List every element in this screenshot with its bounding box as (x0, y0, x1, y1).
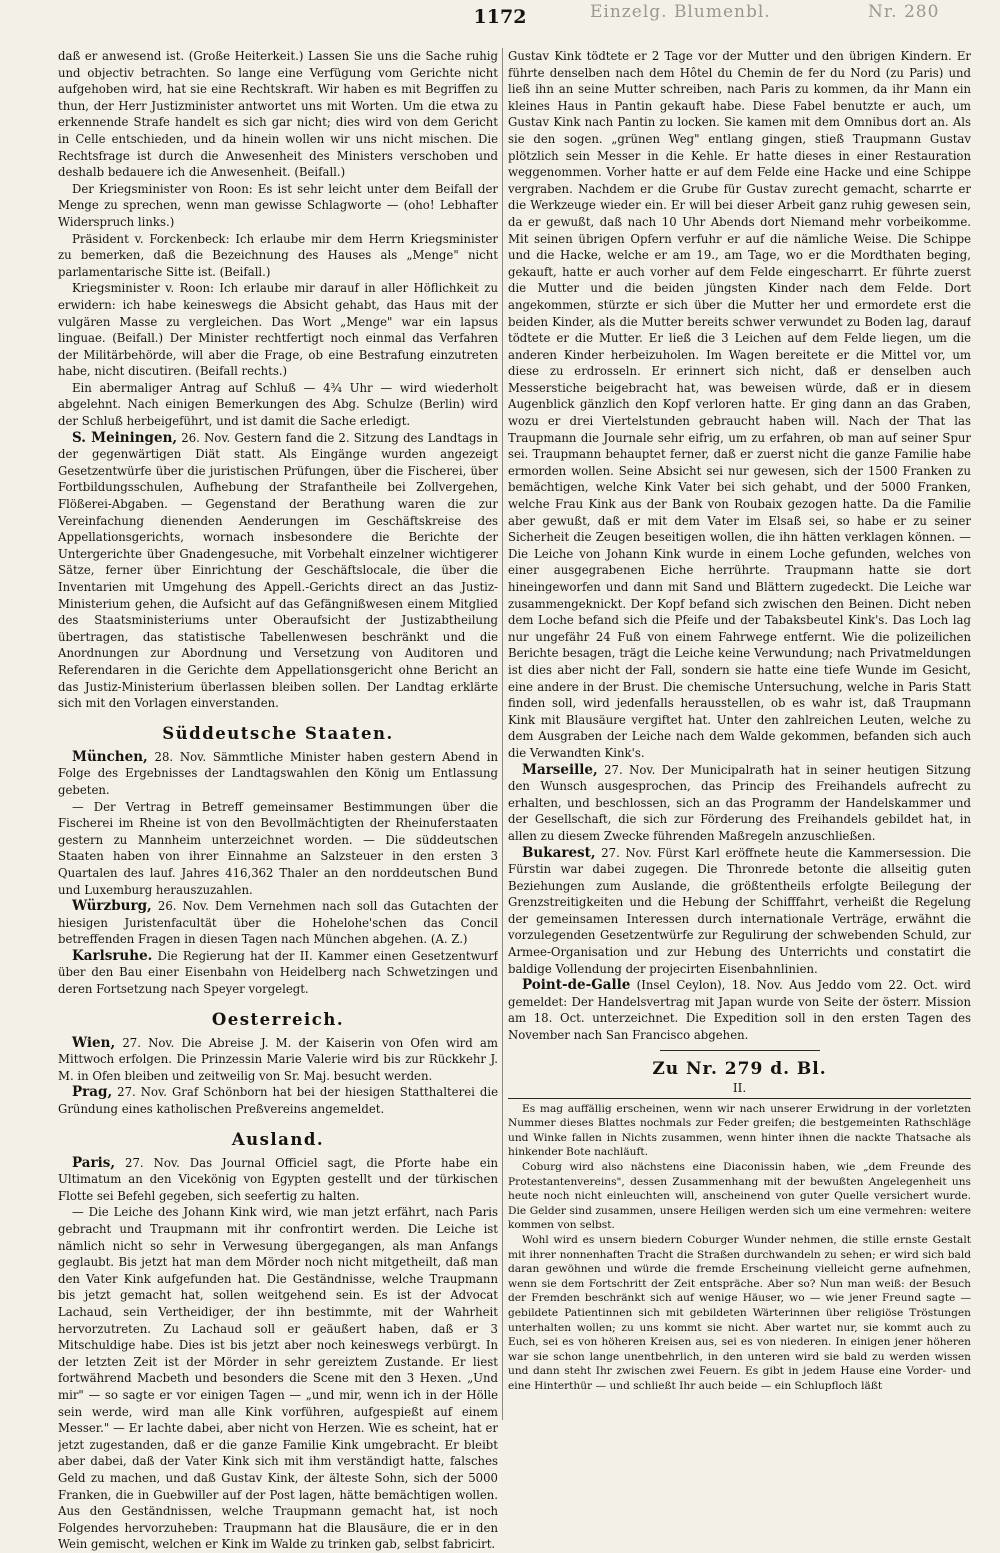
article-fischerei-vertrag: — Der Vertrag in Betreff gemeinsamer Bestimmungen über die Fischerei im Rheine ist von den Bevollmächtigten der Rheinuferstaaten gestern zu Mannheim unterzeichnet worden. — Die süddeutschen Staaten haben von ihrer Einnahme an Salzsteuer in den ersten 3 Quartalen des lauf. Jahres 416,362 Thaler an den norddeutschen Bund und Luxemburg herauszuzahlen. (58, 799, 498, 897)
article-point-de-galle (508, 977, 971, 1043)
article-prag (58, 1084, 498, 1117)
article-wien (58, 1035, 498, 1085)
paragraph-forckenbeck: Präsident v. Forckenbeck: Ich erlaube mir dem Herrn Kriegsminister zu bemerken, daß die Bezeichnung des Hauses als „Menge" nicht parlamentarische Sitte ist. (Beifall.) (58, 231, 498, 279)
article-karlsruhe (58, 948, 498, 998)
body-paris: 27. Nov. Das Journal Officiel sagt, die Pforte habe ein Ultimatum an den Vicekönig von Egypten gestellt und der türkischen Flotte sei Befehl gegeben, sich seefertig zu halten. (58, 1155, 498, 1203)
body-point-de-galle: (Insel Ceylon), 18. Nov. Aus Jeddo vom 22. Oct. wird gemeldet: Der Handelsvertrag mit Japan wurde von Seite der österr. Mission am 18. Oct. unterzeichnet. Die Expedition soll in den ersten Tagen des November nach San Francisco abgehen. (508, 978, 971, 1043)
supplement-part-number: II. (732, 1080, 747, 1095)
faint-header-center: Einzelg. Blumenbl. (590, 2, 771, 22)
supplement-title: Zu Nr. 279 d. Bl. (652, 1058, 827, 1079)
body-meiningen: 26. Nov. Gestern fand die 2. Sitzung des Landtags in der gegenwärtigen Diät statt. Als Eingänge wurden angezeigt Gesetzentwürfe über die juristischen Prüfungen, über die Fischerei, über Fortbildungsschulen, Aufhebung der Strafantheile bei Zollvergehen, Flößerei-Abgaben. — Gegenstand der Berathung waren die zur Vereinfachung dienenden Aenderungen im Geschäftskreise des Appellationsgerichts, wornach insbesondere die Berichte der Untergerichte über Gnadengesuche, mit Vorbehalt einzelner wichtigerer Sätze, ferner über Einrichtung der Geschäftslocale, die über die Inventarien mit Umgehung des Appell.-Gerichts direct an das Justiz-Ministerium gehen, die Aufsicht auf das Gefängnißwesen einem Mitglied des Staatsministeriums unter Oberaufsicht der Justizabtheilung übertragen, das statistische Tabellenwesen beschränkt und die Anordnungen zur Abordnung und Versetzung von Auditoren und Referendaren in die Gerichte dem Appellationsgericht ohne Bericht an das Justiz-Ministerium überlassen bleiben sollen. Der Landtag erklärte sich mit den Vorlagen einverstanden. (58, 430, 498, 711)
article-marseille (508, 762, 971, 845)
dateline-paris: Paris, (72, 1154, 116, 1171)
article-wuerzburg (58, 898, 498, 948)
dateline-bukarest: Bukarest, (522, 844, 596, 861)
column-divider (502, 48, 503, 1420)
body-marseille: 27. Nov. Der Municipalrath hat in seiner heutigen Sitzung den Wunsch ausgesprochen, das Princip des Freihandels aufrecht zu erhalten, und beschlossen, sich an das Programm der Handelskammer und der Gesellschaft, die sich zur Förderung des Freihandels gebildet hat, in allen zu diesem Zwecke führenden Maßregeln anzuschließen. (508, 762, 971, 843)
left-column (58, 48, 498, 1553)
page-number: 1172 (473, 6, 527, 28)
supplement-paragraph-3: Wohl wird es unsern biedern Coburger Wunder nehmen, die stille ernste Gestalt mit ihrer nonnenhaften Tracht die Straßen durchwandeln zu sehen; er wird sich bald daran gewöhnen und würde die fremde Erscheinung vielleicht gerne aufnehmen, wenn sie dem Fortschritt der Zeit entspräche. Aber so? Nun man weiß: der Besuch der Fremden beschränkt sich auf wenige Häuser, wo — wie jener Freund sagte — gebildete Patientinnen sich mit gebildeten Wärterinnen über religiöse Tröstungen unterhalten wollen; zu uns kommt sie nicht. Aber wartet nur, sie kommt auch zu Euch, sei es von höheren Kreisen aus, sei es von niederen. In einigen jener höheren war sie schon lange unentbehrlich, in den unteren wird sie bald zu werden wissen und dann steht Ihr zwischen zwei Feuern. Es gibt in jedem Hause eine Vorder- und eine Hinterthür — und schließt Ihr auch beide — ein Schlupfloch läßt (508, 1233, 971, 1392)
supplement-paragraph-2: Coburg wird also nächstens eine Diaconissin haben, wie „dem Freunde des Protestantenvereins", dessen Zusammenhang mit der bewußten Angelegenheit uns heute noch nicht einleuchten will, anscheinend von guter Quelle versichert wurde. Die Gelder sind zusammen, unsere Heiligen werden sich um eine vermehren: weitere kommen von selbst. (508, 1161, 971, 1232)
body-muenchen: 28. Nov. Sämmtliche Minister haben gestern Abend in Folge des Ergebnisses der Landtagswahlen den König um Entlassung gebeten. (58, 749, 498, 797)
faint-header-right: Nr. 280 (868, 2, 940, 22)
dateline-wuerzburg: Würzburg, (72, 898, 152, 915)
dateline-muenchen: München, (72, 748, 148, 765)
article-traupmann-continued: Gustav Kink tödtete er 2 Tage vor der Mutter und den übrigen Kindern. Er führte denselben nach dem Hôtel du Chemin de fer du Nord (zu Paris) und ließ ihn an seine Mutter schreiben, nach Paris zu kommen, da ihr Mann ein kleines Haus in Pantin gekauft habe. Diese Fabel benutzte er auch, um Gustav Kink nach Pantin zu locken. Sie kamen mit dem Omnibus dort an. Als sie den sogen. „grünen Weg" entlang gingen, stieß Traupmann Gustav plötzlich sein Messer in die Kehle. Er hatte dieses in einer Restauration weggenommen. Vorher hatte er auf dem Felde eine Hacke und eine Schippe vergraben. Nachdem er die Grube für Gustav zurecht gemacht, scharrte er die Werkzeuge wieder ein. Er will bei dieser Arbeit ganz ruhig gewesen sein, da er gewußt, daß nach 10 Uhr Abends dort Niemand mehr vorbeikomme. Mit seinen übrigen Opfern verfuhr er auf die nämliche Weise. Die Schippe und die Hacke, welche er am 19., am Tage, wo er die Mordthaten beging, gekauft, hatte er auch vorher auf dem Felde eingescharrt. Er führte zuerst die Mutter und die beiden jüngsten Kinder nach dem Felde. Dort angekommen, stürzte er sich über die Mutter her und ermordete erst die beiden Kinder, als die Mutter bereits schwer verwundet zu Boden lag, darauf tödtete er die Mutter. Er ließ die 3 Leichen auf dem Felde liegen, um die anderen Kinder herbeizuholen. Im Wagen bereitete er die Mittel vor, um diese zu erdrosseln. Er erinnert sich nicht, daß er denselben auch Messerstiche beigebracht hat, was beweisen würde, daß er in diesem Augenblick gänzlich den Kopf verloren hatte. Er ging dann an das Graben, wozu er drei Viertelstunden gebraucht haben will. Nach der That las Traupmann die Journale sehr eifrig, um zu erfahren, ob man auf seiner Spur sei. Traupmann behauptet ferner, daß er zuerst nicht die ganze Familie habe ermorden wollen. Seine Absicht sei nur gewesen, sich der 1500 Franken zu bemächtigen, welche Kink Vater bei sich gehabt, und der 5000 Franken, welche Frau Kink aus der Bank von Roubaix gezogen hatte. Da die Familie aber gewußt, daß er mit dem Vater im Elsaß sei, so habe er zu seiner Sicherheit die Zeugen beseitigen wollen, die ihn hätten verklagen können. — Die Leiche von Johann Kink wurde in einem Loche gefunden, welches von einer ausgegrabenen Eiche herrührte. Traupmann hatte sie dort hineingeworfen und dann mit Sand und Blättern zugedeckt. Die Leiche war zusammengeknickt. Der Kopf befand sich zwischen den Beinen. Dicht neben dem Loche befand sich die Pfeife und der Tabaksbeutel Kink's. Das Loch lag nur ungefähr 24 Fuß von einem Fahrwege entfernt. Wie die polizeilichen Berichte besagen, trägt die Leiche keine Verwundung; nach Privatmeldungen ist dies aber nicht der Fall, sondern sie hatte eine tiefe Wunde im Gesicht, eine andere in der Brust. Die chemische Untersuchung, welche in Paris Statt finden soll, wird jedenfalls herausstellen, ob es wahr ist, daß Traupmann Kink mit Blausäure vergiftet hat. Unter den zahlreichen Leuten, welche zu dem Ausgraben der Leiche nach dem Walde gekommen, befanden sich auch die Verwandten Kink's. (508, 49, 971, 760)
body-wuerzburg: 26. Nov. Dem Vernehmen nach soll das Gutachten der hiesigen Juristenfacultät über die Hohelohe'schen das Concil betreffenden Fragen in diesen Tagen nach München abgehen. (A. Z.) (58, 899, 498, 947)
body-wien: 27. Nov. Die Abreise J. M. der Kaiserin von Ofen wird am Mittwoch erfolgen. Die Prinzessin Marie Valerie wird bis zur Rückkehr J. M. in Ofen bleiben und zeitweilig von Sr. Maj. besucht werden. (58, 1035, 498, 1083)
section-heading-oesterreich: Oesterreich. (211, 1009, 345, 1029)
section-heading-sueddeutsche-staaten: Süddeutsche Staaten. (162, 723, 394, 743)
section-heading-ausland: Ausland. (231, 1129, 325, 1149)
paragraph-roon-2: Kriegsminister v. Roon: Ich erlaube mir darauf in aller Höflichkeit zu erwidern: ich habe keineswegs die Absicht gehabt, das Haus mit der vulgären Masse zu vergleichen. Das Wort „Menge" war ein lapsus linguae. (Beifall.) Der Minister rechtfertigt noch einmal das Verfahren der Militärbehörde, will aber die Frage, ob eine Bestrafung einzutreten habe, nicht discutiren. (Beifall rechts.) (58, 281, 498, 379)
article-bukarest (508, 845, 971, 978)
right-column (508, 48, 971, 1394)
article-paris (58, 1155, 498, 1205)
article-meiningen (58, 430, 498, 712)
article-kink-leiche: — Die Leiche des Johann Kink wird, wie man jetzt erfährt, nach Paris gebracht und Traupmann mit ihr confrontirt werden. Die Leiche ist nämlich nicht so sehr in Verwesung übergegangen, als man Anfangs geglaubt. Bis jetzt hat man dem Mörder noch nicht mitgetheilt, daß man den Vater Kink aufgefunden hat. Die Geständnisse, welche Traupmann bis jetzt gemacht hat, sollen weitgehend sein. Es ist der Advocat Lachaud, sein Vertheidiger, der ihn bestimmte, mit der Wahrheit hervorzutreten. Zu Lachaud soll er geäußert haben, daß er 3 Mitschuldige habe. Dies ist bis jetzt aber noch keineswegs verbürgt. In der letzten Zeit ist der Mörder in sehr gereiztem Zustande. Er liest fortwährend Macbeth und besonders die Scene mit den 3 Hexen. „Und mir" — so sagte er vor einigen Tagen — „und mir, wenn ich in der Hölle sein werde, wird man alle Kink vorführen, aufgespießt auf einem Messer." — Er lachte dabei, aber nicht von Herzen. Wie es scheint, hat er jetzt zugestanden, daß er die ganze Familie Kink umgebracht. Er bleibt aber dabei, daß der Vater Kink sich mit ihm verständigt hatte, falsches Geld zu machen, und daß Gustav Kink, der älteste Sohn, sich der 5000 Franken, die in Guebwiller auf der Post lagen, hätte bemächtigen wollen. Aus den Geständnissen, welche Traupmann gemacht hat, ist noch Folgendes hervorzuheben: Traupmann hat die Blausäure, die er in den Wein gemischt, welchen er Kink im Walde zu trinken gab, selbst fabricirt. (58, 1205, 498, 1552)
supplement-rule (660, 1050, 820, 1051)
supplement-section (508, 1098, 971, 1394)
dateline-karlsruhe: Karlsruhe. (72, 947, 153, 964)
body-karlsruhe: Die Regierung hat der II. Kammer einen Gesetzentwurf über den Bau einer Eisenbahn von Heidelberg nach Schwetzingen und deren Fortsetzung nach Speyer vorgelegt. (58, 948, 498, 997)
dateline-meiningen: S. Meiningen, (72, 429, 178, 446)
dateline-prag: Prag, (72, 1084, 113, 1101)
article-muenchen (58, 749, 498, 799)
supplement-paragraph-1: Es mag auffällig erscheinen, wenn wir nach unserer Erwidrung in der vorletzten Nummer dieses Blattes nochmals zur Feder greifen; die bestgemeinten Rathschläge und Winke fallen in Nichts zusammen, wenn hinter ihnen die nackte Thatsache als hinkender Bote nachläuft. (508, 1102, 971, 1159)
body-prag: 27. Nov. Graf Schönborn hat bei der hiesigen Statthalterei die Gründung eines katholischen Preßvereins angemeldet. (58, 1085, 498, 1117)
paragraph-schluss: Ein abermaliger Antrag auf Schluß — 4¾ Uhr — wird wiederholt abgelehnt. Nach einigen Bemerkungen des Abg. Schulze (Berlin) wird der Schluß herbeigeführt, und ist damit die Sache erledigt. (58, 380, 498, 429)
paragraph-roon-1: Der Kriegsminister von Roon: Es ist sehr leicht unter dem Beifall der Menge zu sprechen, wenn man gewisse Schlagworte — (oho! Lebhafter Widerspruch links.) (58, 181, 498, 229)
paragraph-heiterkeit: daß er anwesend ist. (Große Heiterkeit.) Lassen Sie uns die Sache ruhig und objectiv betrachten. So lange eine Verfügung vom Gerichte nicht aufgehoben wird, hat sie eine Rechtskraft. Wir haben es mit Begriffen zu thun, der Herr Justizminister antwortet uns mit Worten. Um die etwa zu erkennende Strafe handelt es sich gar nicht; dies wird von dem Gericht in Celle entschieden, und da hinein wollen wir uns nicht mischen. Die Rechtsfrage ist durch die Anwesenheit des Ministers verschoben und deshalb bedauere ich die Anwesenheit. (Beifall.) (58, 49, 498, 180)
dateline-wien: Wien, (72, 1034, 116, 1051)
dateline-point-de-galle: Point-de-Galle (522, 977, 631, 994)
dateline-marseille: Marseille, (522, 761, 598, 778)
body-bukarest: 27. Nov. Fürst Karl eröffnete heute die Kammersession. Die Fürstin war dabei zugegen. Die Thronrede betonte die allseitig guten Beziehungen zum Auslande, die größtentheils erfolgte Beilegung der Grenzstreitigkeiten und die Hebung der Schifffahrt, verheißt die Regelung der gemeinsamen Interessen durch internationale Verträge, erwähnt die vorzulegenden Gesetzentwürfe zur Regulirung der schwebenden Schuld, zur Armee-Organisation und zur Hebung des Unterrichts und constatirt die baldige Vollendung der projecirten Eisenbahnlinien. (508, 845, 971, 976)
